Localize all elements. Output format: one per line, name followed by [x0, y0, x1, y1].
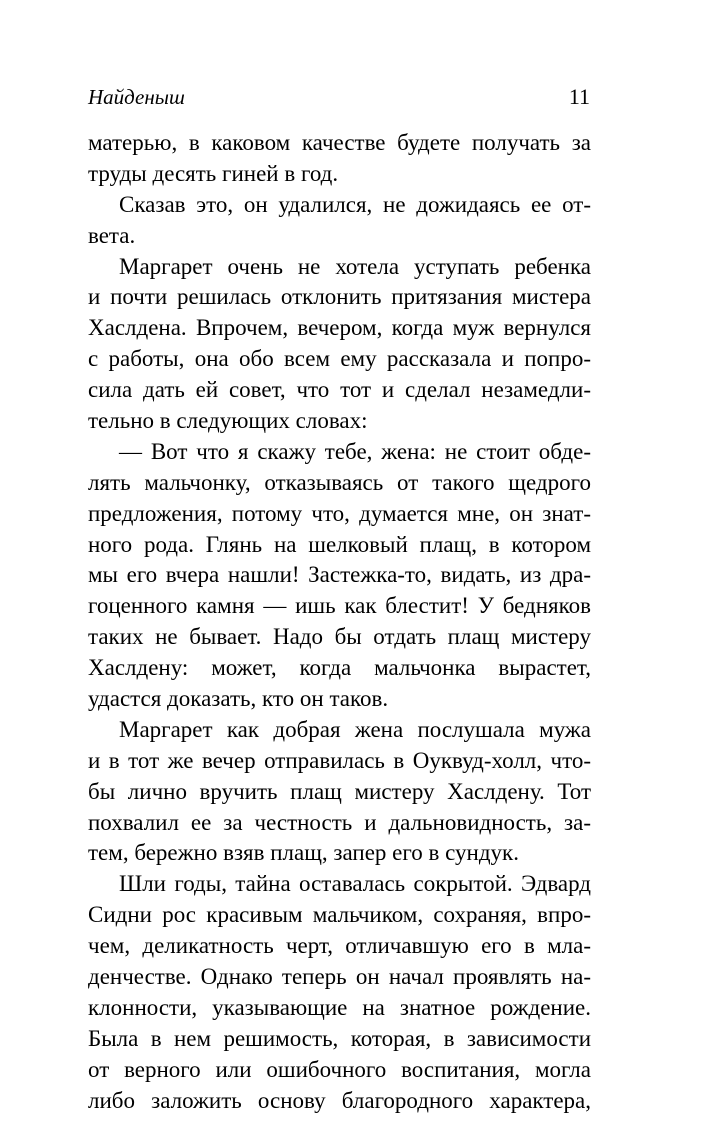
text-line: труды десять гиней в год. [88, 160, 339, 186]
text-line: чем, деликатность черт, отличавшую его в мла- [88, 933, 591, 959]
text-line: мы его вчера нашли! Застежка-то, видать, из дра- [88, 562, 591, 588]
text-line: предложения, потому что, думается мне, он знат- [88, 500, 591, 526]
text-line: сила дать ей совет, что тот и сделал незамедли- [88, 377, 591, 403]
text-line: матерью, в каковом качестве будете получать за [88, 130, 591, 155]
running-title: Найденыш [88, 85, 185, 109]
text-line: либо заложить основу благородного характера, [88, 1087, 591, 1113]
text-line: денчестве. Однако теперь он начал проявлять на- [88, 964, 591, 990]
text-line: — Вот что я скажу тебе, жена: не стоит обде- [119, 438, 591, 464]
text-line: от верного или ошибочного воспитания, могла [88, 1056, 591, 1082]
text-line: вета. [88, 222, 136, 248]
text-line: Маргарет очень не хотела уступать ребенка [119, 253, 591, 279]
text-line: гоценного камня — ишь как блестит! У бедняков [88, 593, 591, 619]
text-line: Была в нем решимость, которая, в зависимости [88, 1025, 591, 1051]
text-line: клонности, указывающие на знатное рождение. [88, 994, 591, 1020]
text-line: бы лично вручить плащ мистеру Хаслдену. Тот [88, 778, 591, 804]
text-line: и почти решилась отклонить притязания мистера [88, 284, 591, 310]
text-line: тем, бережно взяв плащ, запер его в сундук. [88, 840, 519, 866]
text-line: Хаслдену: может, когда мальчонка вырастет, [88, 655, 591, 681]
text-line: тельно в следующих словах: [88, 408, 368, 434]
text-line: Маргарет как добрая жена послушала мужа [119, 716, 591, 742]
text-line: ного рода. Глянь на шелковый плащ, в котором [88, 531, 591, 557]
text-line: Сидни рос красивым мальчиком, сохраняя, впро- [88, 902, 591, 928]
text-line: Сказав это, он удалился, не дожидаясь ее от- [119, 191, 591, 217]
text-line: лять мальчонку, отказываясь от такого щедрого [88, 469, 591, 495]
text-line: с работы, она обо всем ему рассказала и попро- [88, 346, 591, 372]
body-text [88, 128, 591, 1117]
text-line: Шли годы, тайна оставалась сокрытой. Эдвард [119, 871, 591, 897]
text-line: таких не бывает. Надо бы отдать плащ мистеру [88, 624, 591, 650]
text-line: похвалил ее за честность и дальновидность, за- [88, 809, 591, 835]
page-number: 11 [568, 84, 590, 109]
text-line: Хаслдена. Впрочем, вечером, когда муж вернулся [88, 315, 591, 341]
text-line: удастся доказать, кто он таков. [88, 686, 389, 712]
text-line: и в тот же вечер отправилась в Оуквуд-холл, что- [88, 747, 591, 773]
